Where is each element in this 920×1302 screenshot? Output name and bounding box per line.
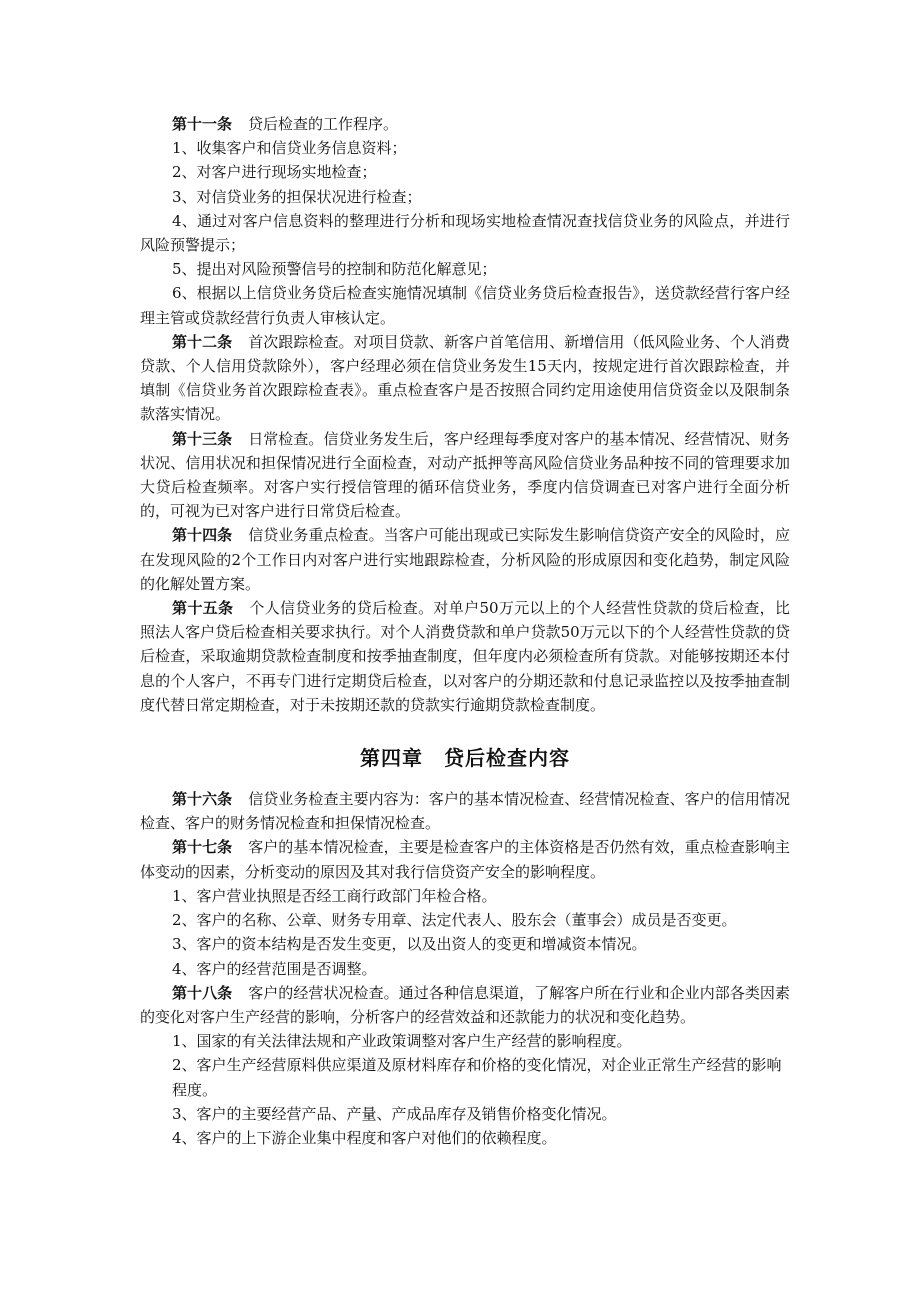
article-label: 第十八条 [172, 983, 233, 1002]
document-body [140, 112, 790, 1150]
article-16 [140, 787, 790, 835]
list-item: 2、对客户进行现场实地检查； [172, 163, 377, 182]
article-18 [140, 981, 790, 1029]
chapter-heading: 第四章 贷后检查内容 [360, 746, 570, 771]
article-label: 第十六条 [172, 790, 233, 809]
article-text: 信贷业务检查主要内容为：客户的基本情况检查、经营情况检查、客户的信用情况检查、客户的财务情况检查和担保情况检查。 [140, 790, 790, 833]
list-item: 3、客户的主要经营产品、产量、产成品库存及销售价格变化情况。 [172, 1104, 617, 1123]
article-11 [140, 112, 790, 136]
list-item: 2、客户的名称、公章、财务专用章、法定代表人、股东会（董事会）成员是否变更。 [172, 911, 737, 930]
article-label: 第十四条 [172, 526, 233, 545]
list-item: 4、通过对客户信息资料的整理进行分析和现场实地检查情况查找信贷业务的风险点，并进行风险预警提示； [140, 211, 790, 255]
article-label: 第十一条 [172, 115, 233, 133]
article-14 [140, 523, 790, 596]
list-item: 3、对信贷业务的担保状况进行检查； [172, 187, 422, 206]
article-17 [140, 835, 790, 883]
list-item: 2、客户生产经营原料供应渠道及原材料库存和价格的变化情况，对企业正常生产经营的影响程度。 [172, 1056, 782, 1099]
article-13 [140, 427, 790, 524]
article-text: 首次跟踪检查。对项目贷款、新客户首笔信用、新增信用（低风险业务、个人消费贷款、个人信用贷款除外），客户经理必须在信贷业务发生15天内，按规定进行首次跟踪检查，并填制《信贷业务首次跟踪检查表》。重点检查客户是否按照合同约定用途使用信贷资金以及限制条款落实情况。 [140, 332, 790, 424]
article-text: 客户的基本情况检查，主要是检查客户的主体资格是否仍然有效，重点检查影响主体变动的因素，分析变动的原因及其对我行信贷资产安全的影响程度。 [140, 838, 790, 881]
list-item: 1、国家的有关法律法规和产业政策调整对客户生产经营的影响程度。 [172, 1032, 632, 1051]
article-text: 信贷业务重点检查。当客户可能出现或已实际发生影响信贷资产安全的风险时，应在发现风险的2个工作日内对客户进行实地跟踪检查，分析风险的形成原因和变化趋势，制定风险的化解处置方案。 [140, 526, 790, 593]
article-text: 日常检查。信贷业务发生后，客户经理每季度对客户的基本情况、经营情况、财务状况、信用状况和担保情况进行全面检查，对动产抵押等高风险信贷业务品种按不同的管理要求加大贷后检查频率。对客户实行授信管理的循环信贷业务，季度内信贷调查已对客户进行全面分析的，可视为已对客户进行日常贷后检查。 [140, 429, 790, 521]
article-text: 个人信贷业务的贷后检查。对单户50万元以上的个人经营性贷款的贷后检查，比照法人客户贷后检查相关要求执行。对个人消费贷款和单户贷款50万元以下的个人经营性贷款的贷后检查，采取逾期贷款检查制度和按季抽查制度，但年度内必须检查所有贷款。对能够按期还本付息的个人客户，不再专门进行定期贷后检查，以对客户的分期还款和付息记录监控以及按季抽查制度代替日常定期检查，对于未按期还款的贷款实行逾期贷款检查制度。 [140, 599, 790, 714]
list-item: 3、客户的资本结构是否发生变更，以及出资人的变更和增减资本情况。 [172, 935, 647, 954]
list-item: 6、根据以上信贷业务贷后检查实施情况填制《信贷业务贷后检查报告》，送贷款经营行客户经理主管或贷款经营行负责人审核认定。 [140, 284, 790, 327]
article-label: 第十五条 [172, 599, 234, 618]
article-text: 贷后检查的工作程序。 [248, 115, 399, 133]
list-item: 1、客户营业执照是否经工商行政部门年检合格。 [172, 886, 497, 905]
article-label: 第十三条 [172, 429, 233, 448]
article-label: 第十七条 [172, 838, 233, 857]
list-item: 1、收集客户和信贷业务信息资料； [172, 139, 407, 158]
list-item: 5、提出对风险预警信号的控制和防范化解意见； [172, 260, 497, 279]
article-label: 第十二条 [172, 332, 233, 351]
list-item: 4、客户的经营范围是否调整。 [172, 959, 377, 978]
article-15 [140, 596, 790, 717]
article-12 [140, 330, 790, 427]
article-text: 客户的经营状况检查。通过各种信息渠道，了解客户所在行业和企业内部各类因素的变化对客户生产经营的影响，分析客户的经营效益和还款能力的状况和变化趋势。 [140, 983, 790, 1026]
list-item: 4、客户的上下游企业集中程度和客户对他们的依赖程度。 [172, 1128, 557, 1147]
